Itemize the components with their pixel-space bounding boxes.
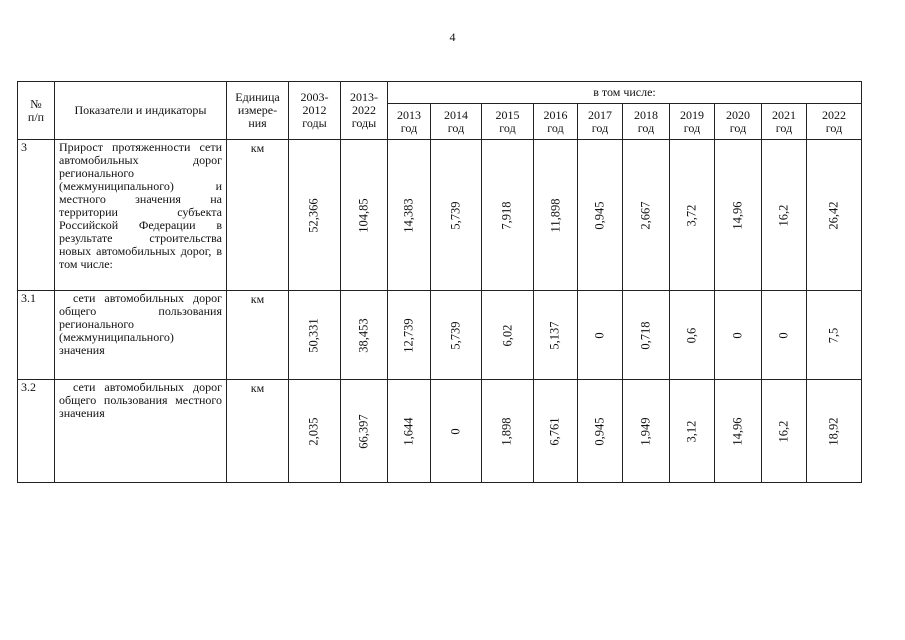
header-unit: Единица измере- ния	[227, 82, 289, 140]
value-year: 3,12	[670, 380, 715, 483]
header-year: 2017 год	[578, 104, 623, 140]
value-year: 26,42	[807, 140, 862, 291]
value-period-2013-2022: 104,85	[341, 140, 388, 291]
value-year: 0	[431, 380, 482, 483]
row-unit: км	[227, 380, 289, 483]
row-indicator: сети автомобильных дорог общего пользования регионального (межмуниципального) значения	[55, 291, 227, 380]
header-year: 2018 год	[623, 104, 670, 140]
page-number: 4	[449, 30, 456, 44]
value-year: 0,718	[623, 291, 670, 380]
row-number: 3	[18, 140, 55, 291]
value-year: 18,92	[807, 380, 862, 483]
row-unit: км	[227, 140, 289, 291]
value-period-2003-2012: 2,035	[289, 380, 341, 483]
value-period-2003-2012: 50,331	[289, 291, 341, 380]
value-year: 5,137	[534, 291, 578, 380]
value-year: 12,739	[388, 291, 431, 380]
value-year: 6,02	[482, 291, 534, 380]
header-group-including: в том числе:	[388, 82, 862, 104]
row-number: 3.2	[18, 380, 55, 483]
header-year: 2022 год	[807, 104, 862, 140]
row-indicator: сети автомобильных дорог общего пользования местного значения	[55, 380, 227, 483]
row-indicator: Прирост протяженности сети автомобильных дорог регионального (межмуниципального) и местного значения на территории субъекта Российской Федерации в результате строительства новых автомобильных дорог, в том числе:	[55, 140, 227, 291]
value-year: 0,6	[670, 291, 715, 380]
value-year: 16,2	[762, 380, 807, 483]
value-year: 5,739	[431, 140, 482, 291]
header-period-2003-2012: 2003- 2012 годы	[289, 82, 341, 140]
indicators-table	[17, 81, 862, 483]
table-row	[18, 291, 862, 380]
value-year: 7,918	[482, 140, 534, 291]
header-year: 2013 год	[388, 104, 431, 140]
value-year: 0,945	[578, 380, 623, 483]
table-body	[18, 140, 862, 483]
row-unit: км	[227, 291, 289, 380]
header-year: 2014 год	[431, 104, 482, 140]
header-indicator: Показатели и индикаторы	[55, 82, 227, 140]
value-period-2003-2012: 52,366	[289, 140, 341, 291]
row-number: 3.1	[18, 291, 55, 380]
header-year: 2019 год	[670, 104, 715, 140]
header-year: 2016 год	[534, 104, 578, 140]
value-year: 14,96	[715, 380, 762, 483]
header-period-2013-2022: 2013- 2022 годы	[341, 82, 388, 140]
value-year: 14,96	[715, 140, 762, 291]
value-year: 0	[715, 291, 762, 380]
header-number: № п/п	[18, 82, 55, 140]
value-year: 2,667	[623, 140, 670, 291]
value-year: 7,5	[807, 291, 862, 380]
value-year: 1,644	[388, 380, 431, 483]
header-year: 2020 год	[715, 104, 762, 140]
value-year: 1,949	[623, 380, 670, 483]
value-year: 0,945	[578, 140, 623, 291]
value-year: 0	[578, 291, 623, 380]
value-period-2013-2022: 38,453	[341, 291, 388, 380]
value-year: 3,72	[670, 140, 715, 291]
value-year: 1,898	[482, 380, 534, 483]
value-year: 0	[762, 291, 807, 380]
header-year: 2021 год	[762, 104, 807, 140]
table-row	[18, 380, 862, 483]
value-year: 16,2	[762, 140, 807, 291]
value-year: 14,383	[388, 140, 431, 291]
value-year: 11,898	[534, 140, 578, 291]
header-year: 2015 год	[482, 104, 534, 140]
table-row	[18, 140, 862, 291]
value-year: 5,739	[431, 291, 482, 380]
value-period-2013-2022: 66,397	[341, 380, 388, 483]
value-year: 6,761	[534, 380, 578, 483]
